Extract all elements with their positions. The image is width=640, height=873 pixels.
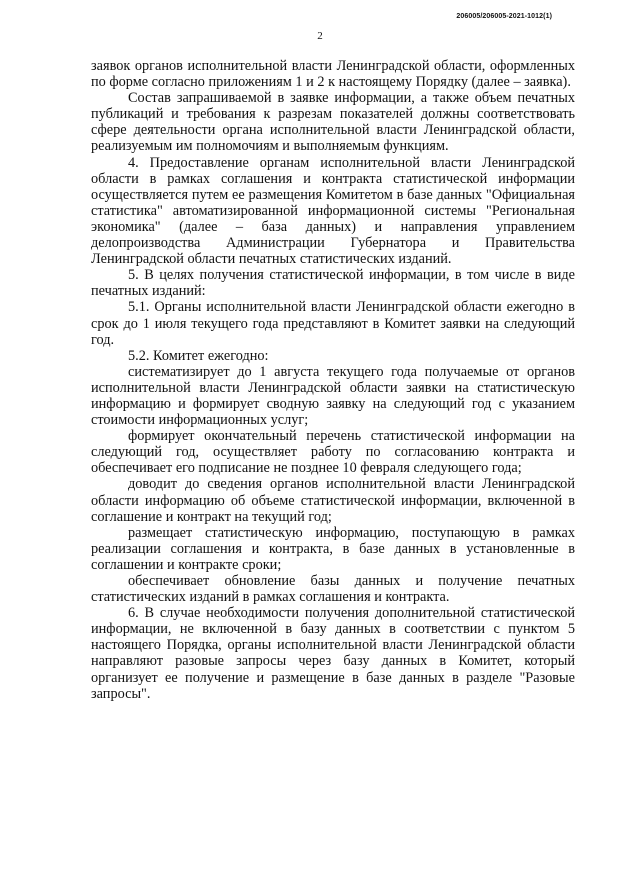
paragraph-forms-list: формирует окончательный перечень статистической информации на следующий год, осуществляет работу по согласованию контракта и обеспечивает его подписание не позднее 10 февраля следующего года; — [91, 428, 575, 477]
paragraph-systematizes: систематизирует до 1 августа текущего года получаемые от органов исполнительной власти Ленинградской области заявки на статистическую информацию и формирует сводную заявку на следующий год с указанием стоимости информационных услуг; — [91, 363, 575, 429]
paragraph-item-6: 6. В случае необходимости получения дополнительной статистической информации, не включенной в базу данных в соответствии с пунктом 5 настоящего Порядка, органы исполнительной власти Ленинградской области направляют разовые запросы через базу данных в Комитет, который организует ее получение и размещение в базе данных в разделе "Разовые запросы". — [91, 605, 575, 702]
page-number: 2 — [317, 30, 323, 42]
paragraph-continuation: заявок органов исполнительной власти Ленинградской области, оформленных по форме согласно приложениям 1 и 2 к настоящему Порядку (далее – заявка). — [91, 58, 575, 91]
paragraph-informs: доводит до сведения органов исполнительной власти Ленинградской области информацию об объеме статистической информации, включенной в соглашение и контракт на текущий год; — [91, 476, 575, 525]
document-id: 206005/206005-2021-1012(1) — [456, 13, 552, 20]
paragraph-item-5-2: 5.2. Комитет ежегодно: — [128, 347, 269, 364]
paragraph-updates-db: обеспечивает обновление базы данных и получение печатных статистических изданий в рамках соглашения и контракта. — [91, 573, 575, 606]
paragraph-places-info: размещает статистическую информацию, поступающую в рамках реализации соглашения и контракта, в базе данных в установленные в соглашении и контракте сроки; — [91, 524, 575, 573]
paragraph-item-5: 5. В целях получения статистической информации, в том числе в виде печатных изданий: — [91, 267, 575, 300]
document-body — [91, 58, 575, 702]
paragraph-composition: Состав запрашиваемой в заявке информации, а также объем печатных публикаций и требования к разрезам показателей должны соответствовать сфере деятельности органа исполнительной власти Ленинградской области, реализуемым им полномочиям и выполняемым функциям. — [91, 90, 575, 155]
paragraph-item-4: 4. Предоставление органам исполнительной власти Ленинградской области в рамках соглашения и контракта статистической информации осуществляется путем ее размещения Комитетом в базе данных "Официальная статистика" автоматизированной информационной системы "Региональная экономика" (далее – база данных) и направления управлением делопроизводства Администрации Губернатора и Правительства Ленинградской области печатных статистических изданий. — [91, 154, 575, 268]
paragraph-item-5-1: 5.1. Органы исполнительной власти Ленинградской области ежегодно в срок до 1 июля текущего года представляют в Комитет заявки на следующий год. — [91, 299, 575, 348]
